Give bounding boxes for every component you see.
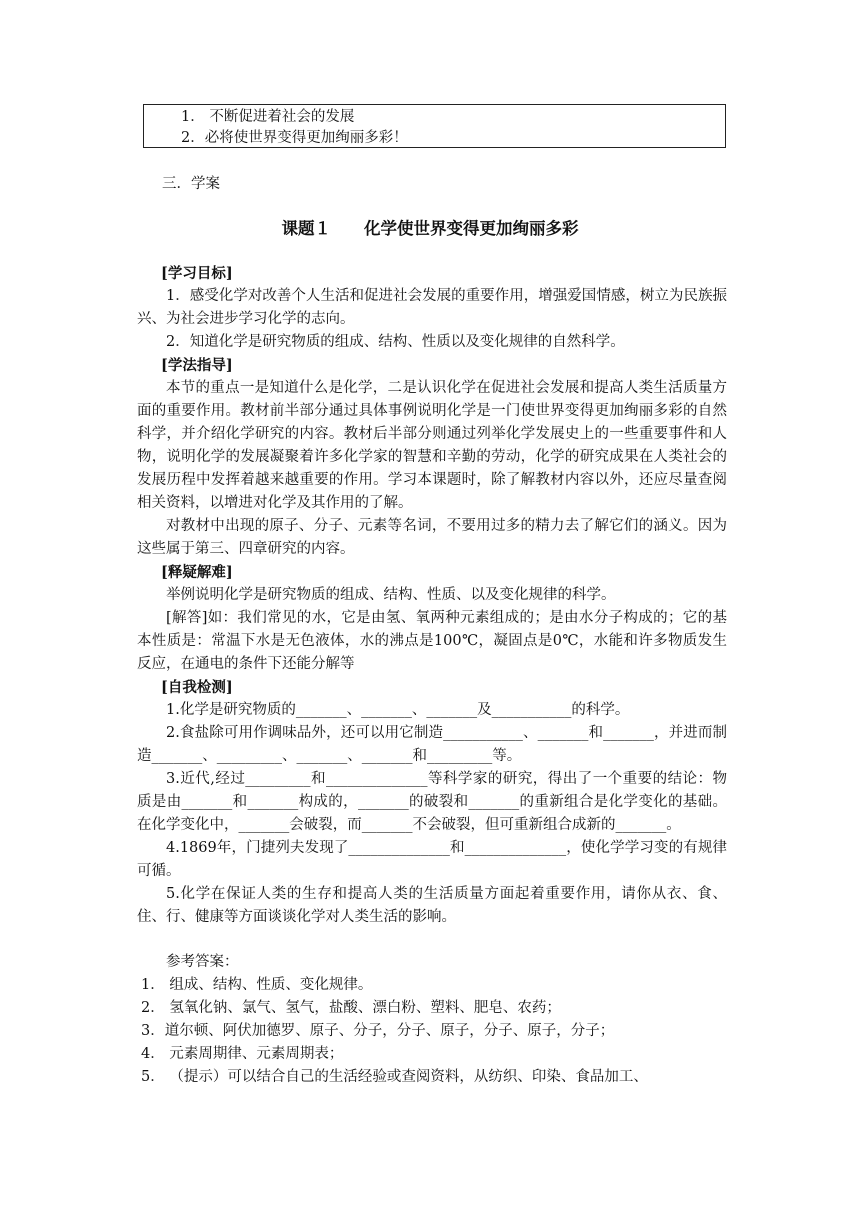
- lesson-title: 课题１ 化学使世界变得更加绚丽多彩: [281, 219, 579, 238]
- answer-2: 2． 氢氧化钠、氯气、氢气，盐酸、漂白粉、塑料、肥皂、农药；: [141, 1000, 561, 1016]
- objective-item-1: 1．感受化学对改善个人生活和促进社会发展的重要作用，增强爱国情感，树立为民族振兴、为社会进步学习化学的志向。: [137, 288, 727, 327]
- section-label: 三．学案: [162, 176, 220, 192]
- difficulty-answer: [解答]如：我们常见的水，它是由氢、氧两种元素组成的；是由水分子构成的；它的基本性质是：常温下水是无色液体，水的沸点是100℃，凝固点是0℃，水能和许多物质发生反应，在通电的条件下还能分解等: [137, 610, 727, 672]
- objectives-heading: [学习目标]: [161, 265, 233, 282]
- answers-heading: 参考答案：: [166, 954, 239, 970]
- selftest-question-3: 3.近代,经过_________和______________等科学家的研究，得出了一个重要的结论：物质是由_______和_______构成的，_______的破裂和_______的重新组合是化学变化的基础。在化学变化中，_______会破裂，而_______不会破裂，但可重新组合成新的_______。: [137, 771, 727, 833]
- answer-5: 5． （提示）可以结合自己的生活经验或查阅资料，从纺织、印染、食品加工、: [141, 1069, 648, 1085]
- selftest-question-5: 5.化学在保证人类的生存和提高人类的生活质量方面起着重要作用，请你从衣、食、住、行、健康等方面谈谈化学对人类生活的影响。: [137, 886, 727, 925]
- difficulty-heading: [释疑解难]: [161, 564, 233, 581]
- guide-paragraph-2: 对教材中出现的原子、分子、元素等名词，不要用过多的精力去了解它们的涵义。因为这些属于第三、四章研究的内容。: [137, 518, 727, 557]
- difficulty-question: 举例说明化学是研究物质的组成、结构、性质、以及变化规律的科学。: [166, 587, 616, 603]
- summary-line-1: 1． 不断促进着社会的发展: [181, 109, 355, 125]
- answer-1: 1． 组成、结构、性质、变化规律。: [141, 977, 373, 993]
- lesson-content: [137, 262, 727, 1089]
- summary-box: [143, 104, 726, 148]
- selftest-heading: [自我检测]: [161, 679, 233, 696]
- selftest-question-2: 2.食盐除可用作调味品外，还可以用它制造___________、_______和_______，并进而制造_______、_________、_______、_______和_________等。: [137, 725, 727, 764]
- answer-4: 4． 元素周期律、元素周期表；: [141, 1046, 344, 1062]
- selftest-question-4: 4.1869年，门捷列夫发现了______________和______________，使化学学习变的有规律可循。: [137, 840, 727, 879]
- guide-paragraph-1: 本节的重点一是知道什么是化学，二是认识化学在促进社会发展和提高人类生活质量方面的重要作用。教材前半部分通过具体事例说明化学是一门使世界变得更加绚丽多彩的自然科学，并介绍化学研究的内容。教材后半部分则通过列举化学发展史上的一些重要事件和人物，说明化学的发展凝聚着许多化学家的智慧和辛勤的劳动，化学的研究成果在人类社会的发展历程中发挥着越来越重要的作用。学习本课题时，除了解教材内容以外，还应尽量查阅相关资料，以增进对化学及其作用的了解。: [137, 380, 727, 511]
- selftest-question-1: 1.化学是研究物质的_______、_______、_______及___________的科学。: [166, 702, 630, 718]
- spacer: [137, 929, 727, 951]
- answer-3: 3．道尔顿、阿伏加德罗、原子、分子，分子、原子，分子、原子，分子；: [141, 1023, 615, 1039]
- summary-line-2: 2．必将使世界变得更加绚丽多彩！: [181, 130, 408, 146]
- objective-item-2: 2．知道化学是研究物质的组成、结构、性质以及变化规律的自然科学。: [166, 334, 625, 350]
- guide-heading: [学法指导]: [161, 357, 233, 374]
